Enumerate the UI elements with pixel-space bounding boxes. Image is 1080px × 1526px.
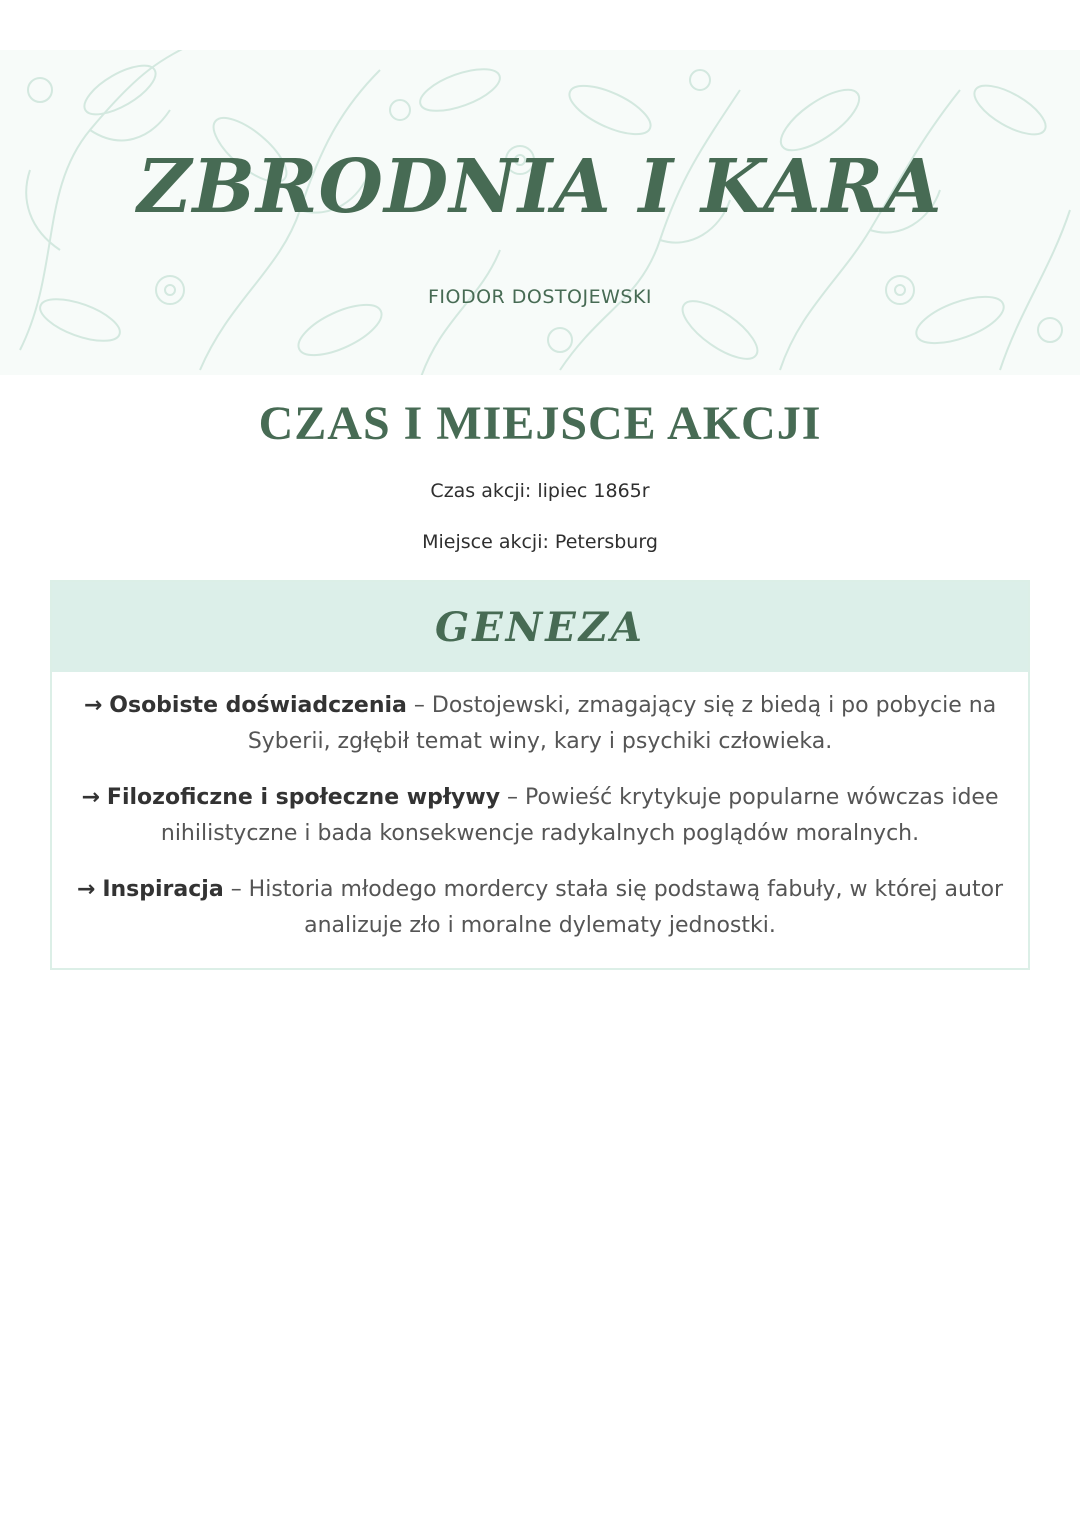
genesis-description: – Historia młodego mordercy stała się podstawą fabuły, w której autor analizuje zło i moralne dylematy jednostki. — [230, 877, 1004, 938]
genesis-box — [50, 580, 1030, 970]
action-time: Czas akcji: lipiec 1865r — [430, 480, 650, 502]
genesis-term: Filozoficzne i społeczne wpływy — [106, 785, 501, 810]
genesis-list — [52, 672, 1028, 944]
genesis-header — [52, 582, 1028, 672]
right-arrow-icon: → — [81, 785, 100, 810]
genesis-description: – Dostojewski, zmagający się z biedą i po pobycie na Syberii, zgłębił temat winy, kary i psychiki człowieka. — [247, 693, 997, 754]
genesis-title: GENEZA — [435, 603, 645, 651]
right-arrow-icon: → — [83, 693, 103, 718]
book-author: FIODOR DOSTOJEWSKI — [427, 286, 653, 308]
genesis-item-philosophical-influences — [70, 780, 1010, 852]
genesis-description: – Powieść krytykuje popularne wówczas idee nihilistyczne i bada konsekwencje radykalnych poglądów moralnych. — [160, 785, 999, 846]
genesis-term: Inspiracja — [102, 877, 224, 902]
genesis-term: Osobiste doświadczenia — [109, 693, 407, 718]
action-place: Miejsce akcji: Petersburg — [422, 531, 658, 553]
right-arrow-icon: → — [76, 877, 96, 902]
setting-section-title: CZAS I MIEJSCE AKCJI — [258, 397, 822, 450]
book-title: ZBRODNIA I KARA — [137, 144, 943, 230]
genesis-item-inspiration — [70, 872, 1010, 944]
genesis-item-personal-experience — [70, 688, 1010, 760]
